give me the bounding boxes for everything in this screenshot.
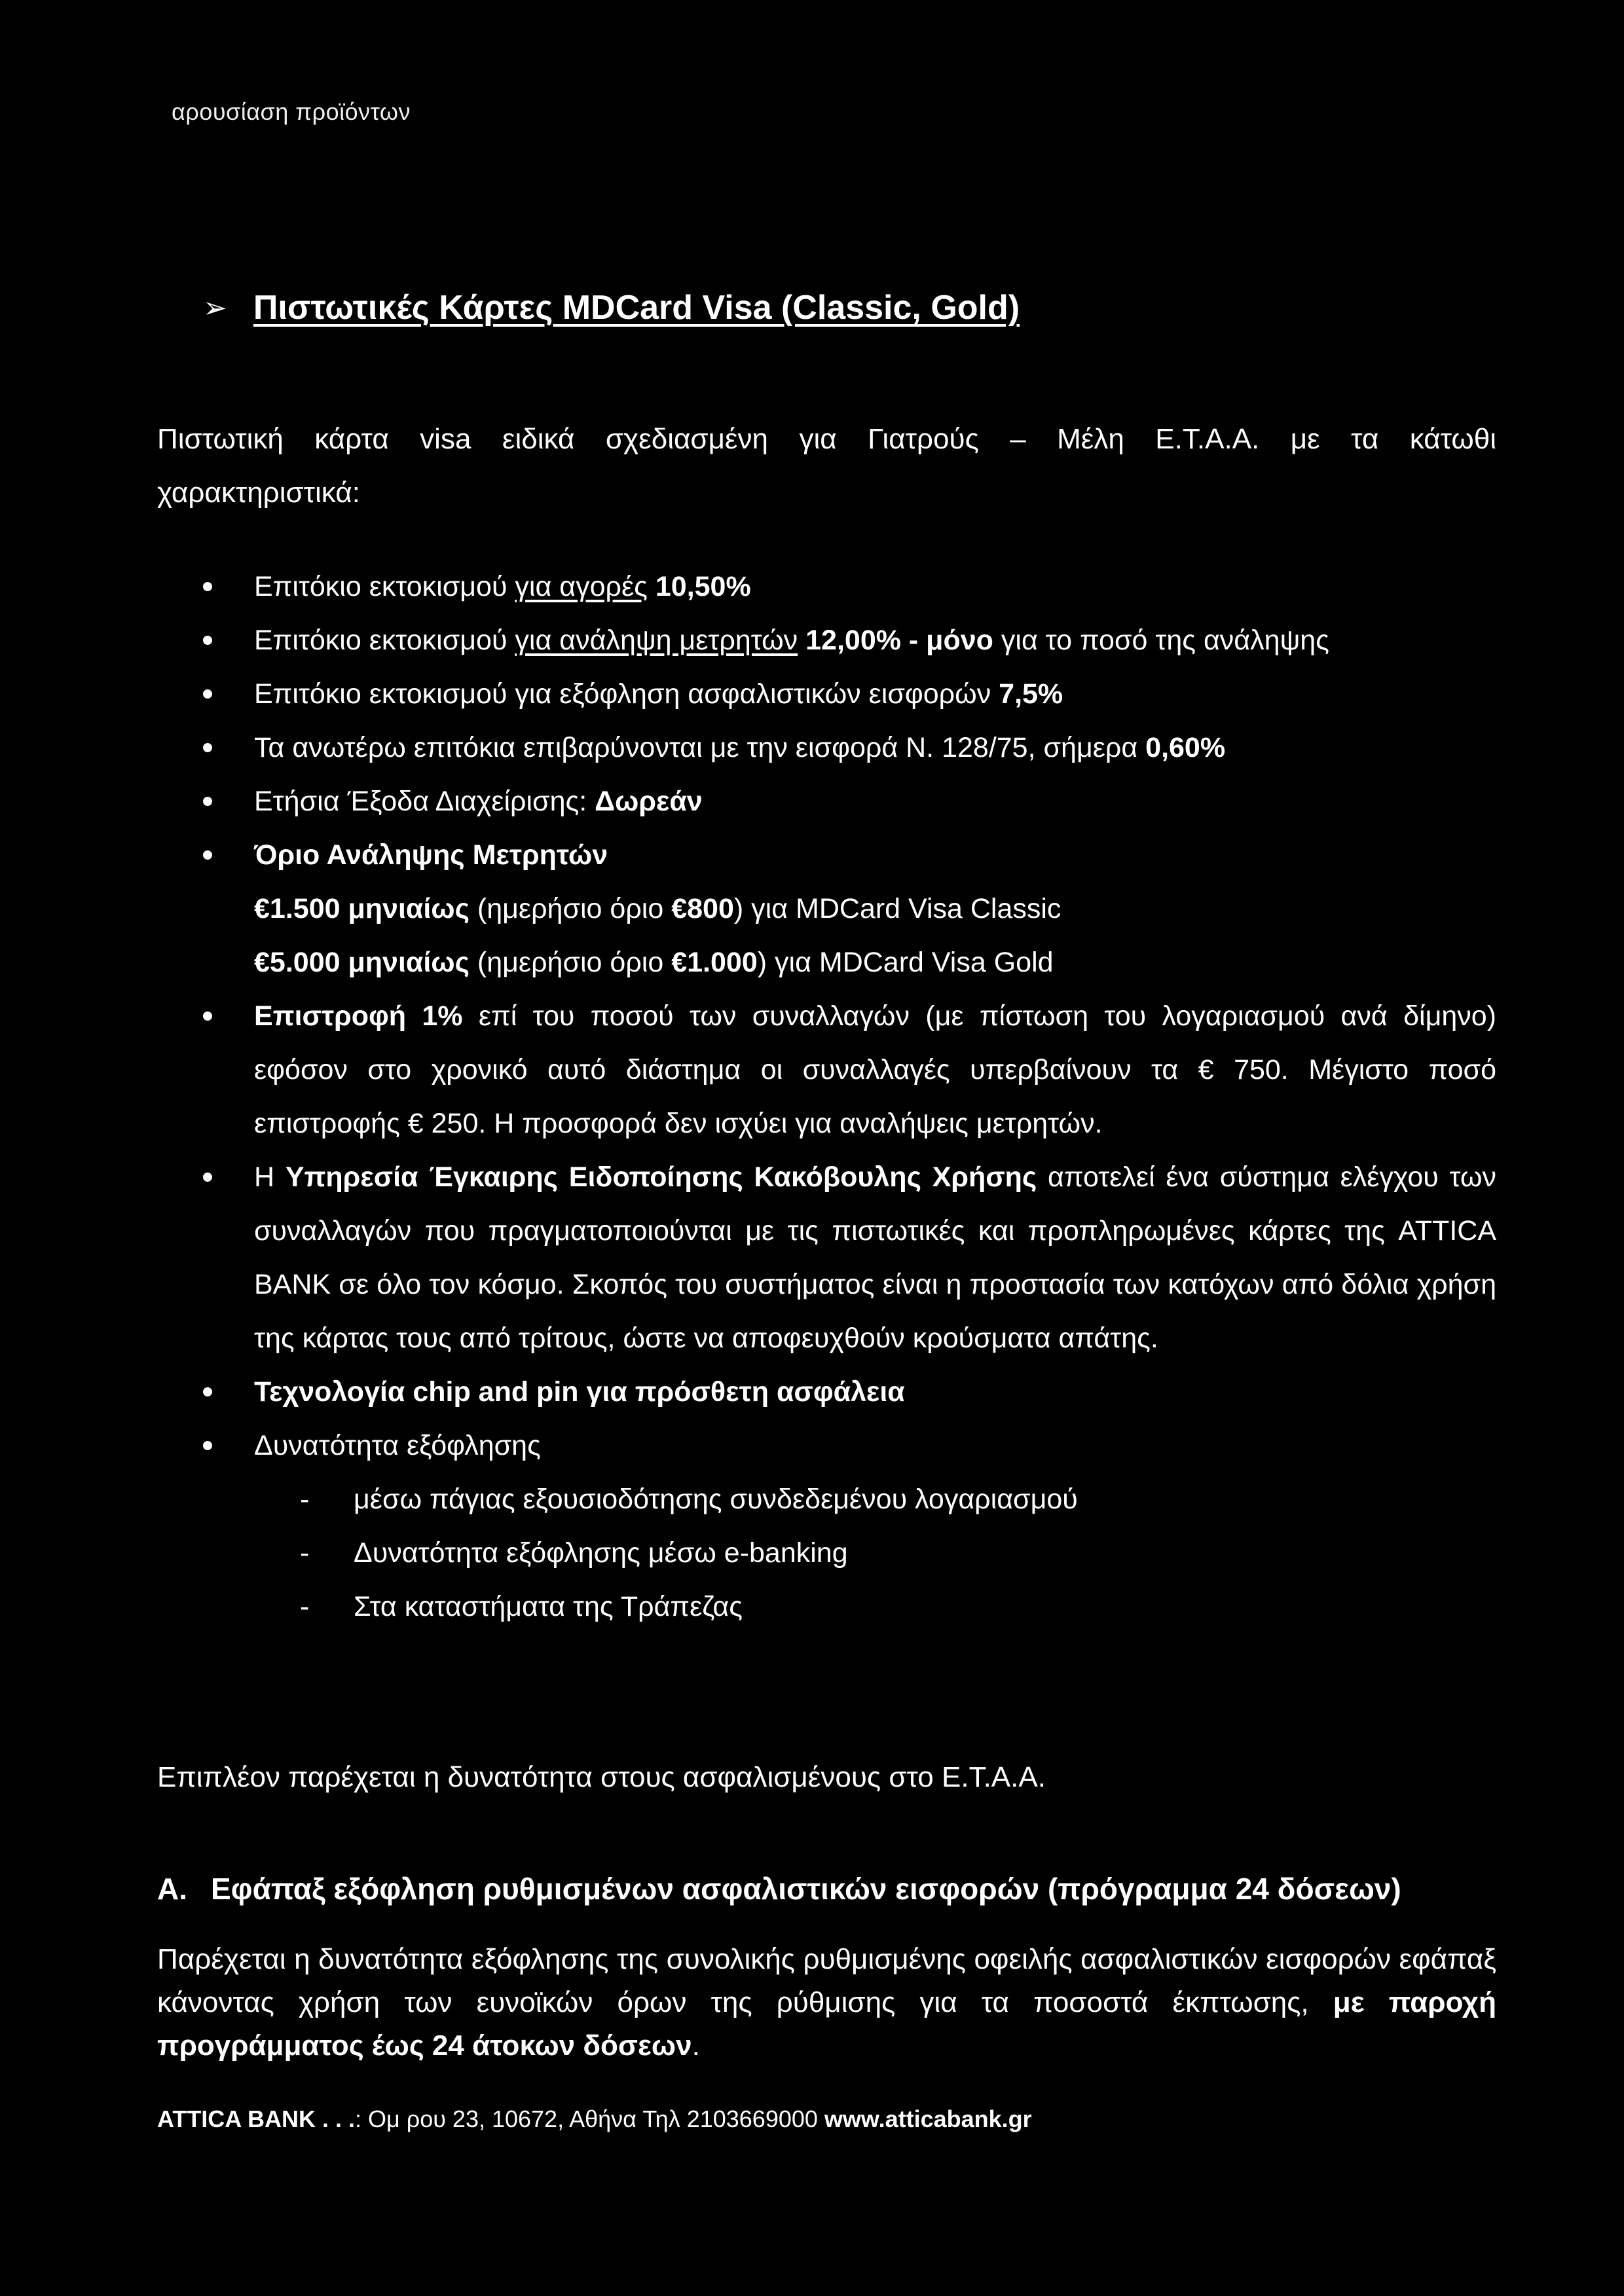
list-item: Επιτόκιο εκτοκισμού για εξόφληση ασφαλιστικών εισφορών 7,5% xyxy=(157,667,1496,721)
bullet-dot-icon xyxy=(203,1441,212,1450)
underlined-text: για ανάληψη μετρητών xyxy=(515,625,798,656)
list-item: Ετήσια Έξοδα Διαχείρισης: Δωρεάν xyxy=(157,774,1496,828)
header-note: αρουσίαση προϊόντων xyxy=(172,98,411,125)
list-item: - Στα καταστήματα της Τράπεζας xyxy=(300,1591,743,1622)
bullet-dot-icon xyxy=(203,636,212,645)
list-item: Επιτόκιο εκτοκισμού για ανάληψη μετρητών 12,00% - μόνο για το ποσό της ανάληψης xyxy=(157,613,1496,667)
list-item: Τα ανωτέρω επιτόκια επιβαρύνονται με την εισφορά Ν. 128/75, σήμερα 0,60% xyxy=(157,721,1496,774)
section-a-heading xyxy=(157,1871,1401,1906)
list-item: - μέσω πάγιας εξουσιοδότησης συνδεδεμένου λογαριασμού xyxy=(300,1484,1078,1515)
list-item: Τεχνολογία chip and pin για πρόσθετη ασφάλεια xyxy=(157,1365,1496,1419)
bullet-dot-icon xyxy=(203,582,212,591)
section-a-paragraph: Παρέχεται η δυνατότητα εξόφλησης της συνολικής ρυθμισμένης οφειλής ασφαλιστικών εισφορών εφάπαξ κάνοντας χρήση των ευνοϊκών όρων της ρύθμισης για τα ποσοστά έκπτωσης, με παροχή προγράμματος έως 24 άτοκων δόσεων. xyxy=(157,1943,1496,2062)
withdrawal-limit-title: Όριο Ανάληψης Μετρητών xyxy=(254,839,608,871)
bullet-dot-icon xyxy=(203,850,212,860)
intro-paragraph: Πιστωτική κάρτα visa ειδικά σχεδιασμένη για Γιατρούς – Μέλη Ε.Τ.Α.Α. με τα κάτωθι χαρακτηριστικά: xyxy=(157,423,1496,509)
section-a-title: Εφάπαξ εξόφληση ρυθμισμένων ασφαλιστικών εισφορών (πρόγραμμα 24 δόσεων) xyxy=(211,1872,1401,1906)
bullet-dot-icon xyxy=(203,1173,212,1182)
bullet-dot-icon xyxy=(203,797,212,806)
section-title xyxy=(203,288,1020,327)
underlined-text: για αγορές xyxy=(515,571,648,602)
section-a-label: Α. xyxy=(157,1872,187,1906)
list-item: Η Υπηρεσία Έγκαιρης Ειδοποίησης Κακόβουλης Χρήσης αποτελεί ένα σύστημα ελέγχου των συναλλαγών που πραγματοποιούνται με τις πιστωτικές και προπληρωμένες κάρτες της ATTICA BANK σε όλο τον κόσμο. Σκοπός του συστήματος είναι η προστασία των κατόχων από δόλια χρήση της κάρτας τους από τρίτους, ώστε να αποφευχθούν κρούσματα απάτης. xyxy=(157,1150,1496,1365)
arrow-bullet-icon: ➢ xyxy=(203,291,227,324)
list-item: Δυνατότητα εξόφλησης xyxy=(157,1419,1496,1472)
extra-note: Επιπλέον παρέχεται η δυνατότητα στους ασφαλισμένους στο Ε.Τ.Α.Α. xyxy=(157,1761,1046,1793)
section-title-text: Πιστωτικές Κάρτες MDCard Visa (Classic, Gold) xyxy=(253,289,1020,327)
payment-options-list xyxy=(254,1472,1496,1633)
bullet-dot-icon xyxy=(203,1387,212,1396)
features-list xyxy=(157,560,1496,1633)
list-item: Επιτόκιο εκτοκισμού για αγορές 10,50% xyxy=(157,560,1496,613)
list-item: Επιστροφή 1% επί του ποσού των συναλλαγών (με πίστωση του λογαριασμού ανά δίμηνο) εφόσον στο χρονικό αυτό διάστημα οι συναλλαγές υπερβαίνουν τα € 750. Μέγιστο ποσό επιστροφής € 250. Η προσφορά δεν ισχύει για αναλήψεις μετρητών. xyxy=(157,989,1496,1150)
list-item xyxy=(157,828,1496,989)
payment-options xyxy=(157,1472,1496,1633)
bullet-dot-icon xyxy=(203,743,212,752)
gold-limit: €5.000 μηνιαίως (ημερήσιο όριο €1.000) για MDCard Visa Gold xyxy=(254,947,1054,978)
footer: ATTICA BANK . . .: Ομ ρου 23, 10672, Αθήνα Τηλ 2103669000 www.atticabank.gr xyxy=(157,2105,1032,2132)
footer-website: www.atticabank.gr xyxy=(824,2105,1032,2132)
list-item: - Δυνατότητα εξόφλησης μέσω e-banking xyxy=(300,1537,848,1569)
bullet-dot-icon xyxy=(203,689,212,699)
bullet-dot-icon xyxy=(203,1011,212,1021)
footer-address: : Ομ ρου 23, 10672, Αθήνα Τηλ 2103669000 xyxy=(354,2105,824,2132)
footer-bank-name: ATTICA BANK xyxy=(157,2105,316,2132)
classic-limit: €1.500 μηνιαίως (ημερήσιο όριο €800) για MDCard Visa Classic xyxy=(254,893,1061,924)
